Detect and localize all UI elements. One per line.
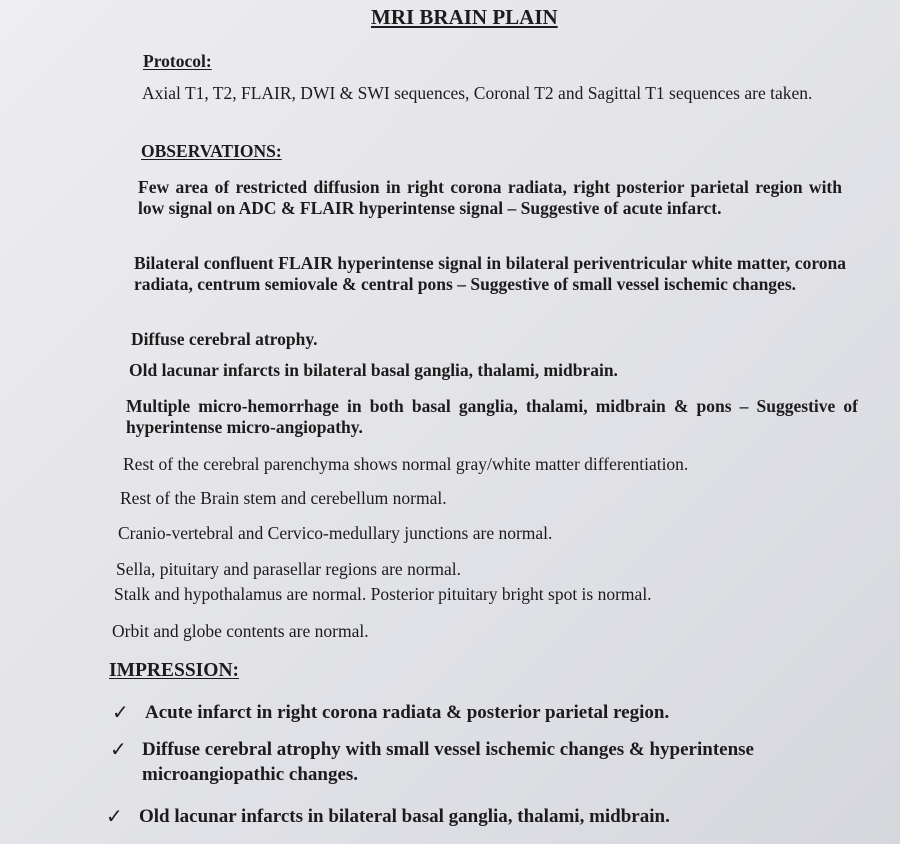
observation-microhemorrhage: Multiple micro-hemorrhage in both basal ganglia, thalami, midbrain & pons – Suggestive of hyperintense micro-angiopathy. — [126, 396, 858, 437]
checkmark-icon: ✓ — [112, 700, 129, 724]
impression-item-lacunar: Old lacunar infarcts in bilateral basal ganglia, thalami, midbrain. — [139, 806, 670, 827]
observation-small-vessel: Bilateral confluent FLAIR hyperintense signal in bilateral periventricular white matter, corona radiata, centrum semiovale & central pons – Suggestive of small vessel ischemic changes. — [134, 253, 846, 294]
impression-item-atrophy: Diffuse cerebral atrophy with small vessel ischemic changes & hyperintense microangiopathic changes. — [142, 739, 754, 785]
observation-brainstem: Rest of the Brain stem and cerebellum normal. — [120, 488, 447, 508]
checkmark-icon: ✓ — [106, 804, 123, 828]
checkmark-icon: ✓ — [110, 737, 127, 761]
observation-junctions: Cranio-vertebral and Cervico-medullary junctions are normal. — [118, 523, 553, 543]
observation-lacunar: Old lacunar infarcts in bilateral basal ganglia, thalami, midbrain. — [129, 360, 618, 380]
report-title: MRI BRAIN PLAIN — [371, 5, 558, 29]
observation-atrophy: Diffuse cerebral atrophy. — [131, 329, 318, 349]
protocol-heading: Protocol: — [143, 51, 212, 71]
protocol-text: Axial T1, T2, FLAIR, DWI & SWI sequences, Coronal T2 and Sagittal T1 sequences are taken. — [142, 83, 813, 103]
observation-sella: Sella, pituitary and parasellar regions are normal. — [116, 559, 462, 579]
observations-heading: OBSERVATIONS: — [141, 141, 282, 161]
observation-acute-infarct: Few area of restricted diffusion in right corona radiata, right posterior parietal region with low signal on ADC & FLAIR hyperintense signal – Suggestive of acute infarct. — [138, 177, 842, 218]
impression-heading: IMPRESSION: — [109, 660, 240, 681]
observation-parenchyma: Rest of the cerebral parenchyma shows normal gray/white matter differentiation. — [123, 454, 689, 474]
observation-orbit: Orbit and globe contents are normal. — [112, 621, 369, 641]
impression-item-acute-infarct: Acute infarct in right corona radiata & posterior parietal region. — [145, 702, 670, 723]
observation-stalk: Stalk and hypothalamus are normal. Posterior pituitary bright spot is normal. — [114, 584, 652, 604]
